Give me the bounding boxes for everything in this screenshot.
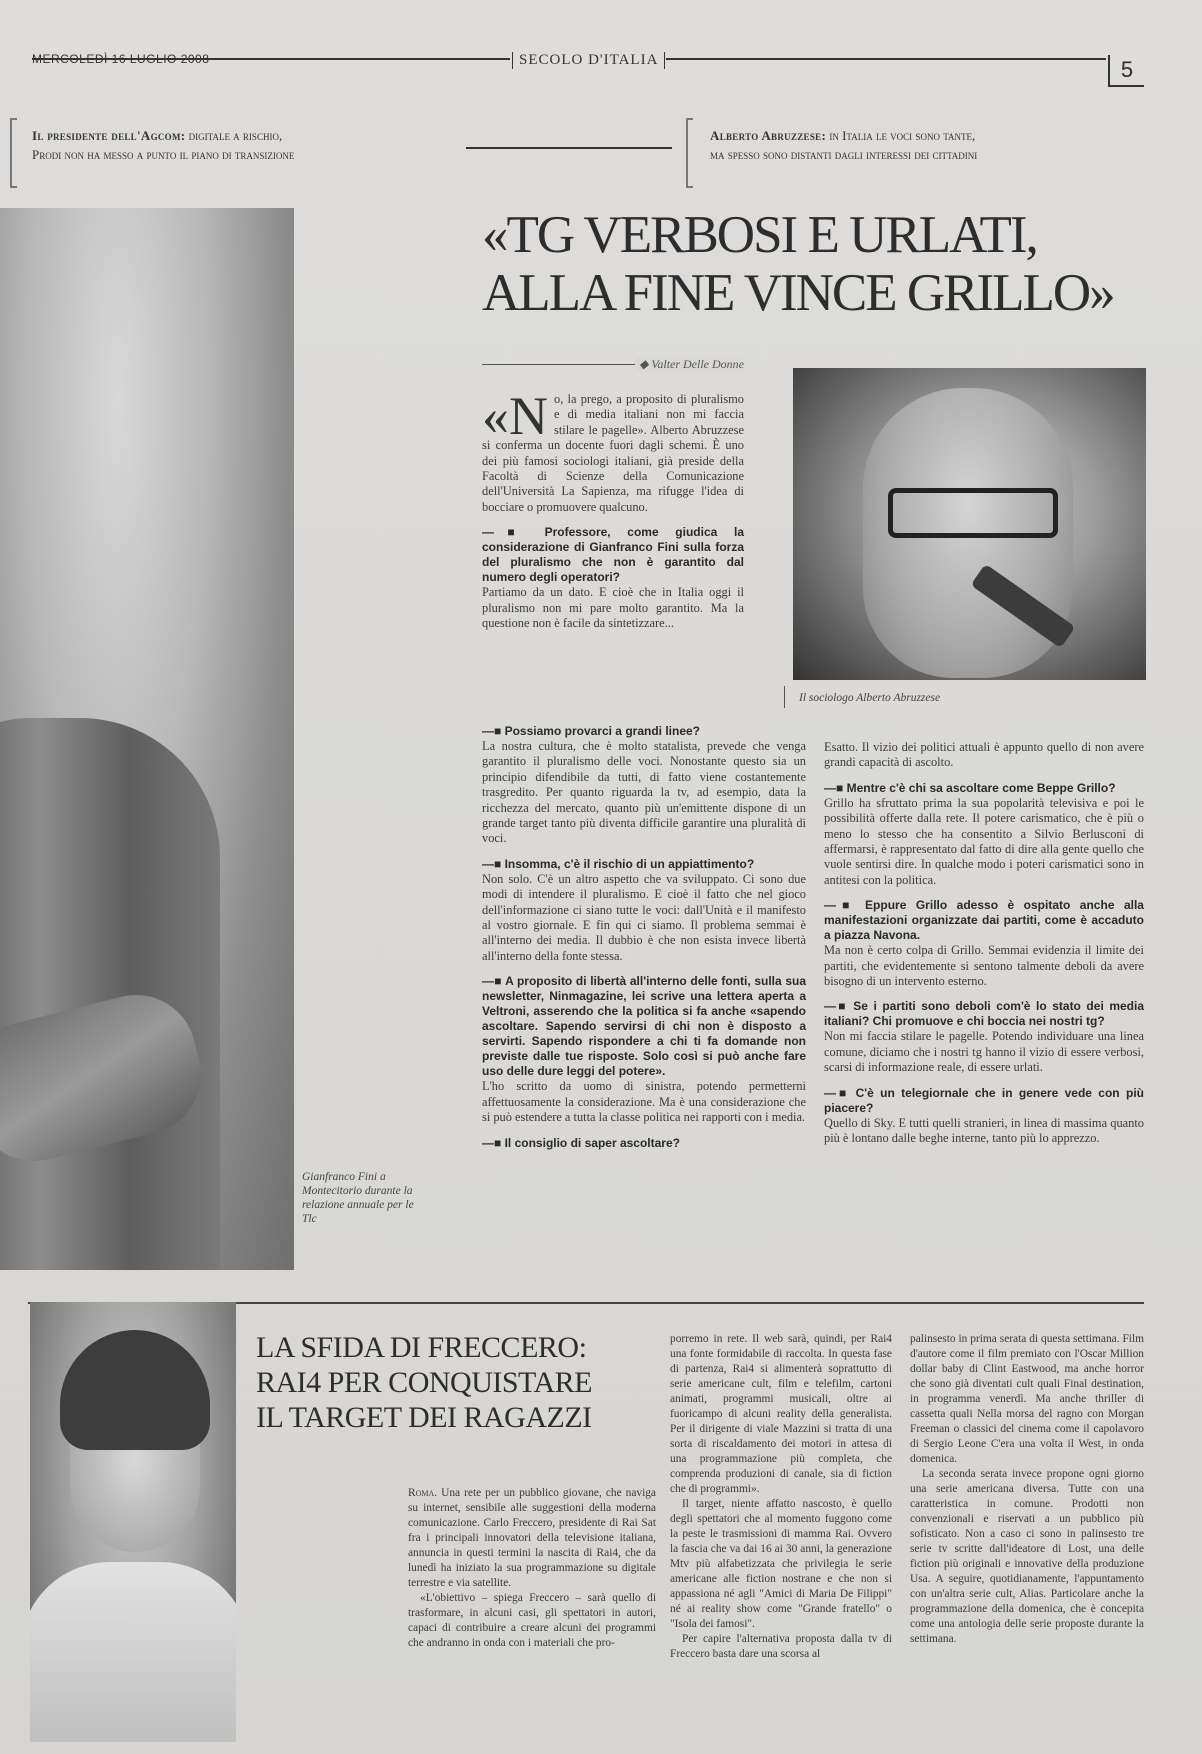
answer-7: Ma non è certo colpa di Grillo. Semmai evidenzia il limite dei partiti, che evidentemente si sentono talmente deboli da avere bisogno di un intervento esterno. [824, 943, 1144, 989]
second-headline-line3: IL TARGET DEI RAGAZZI [256, 1401, 592, 1434]
masthead-rule-right [666, 58, 1106, 60]
second-c1-p2: «L'obiettivo – spiega Freccero – sarà quello di trasformare, in alcuni casi, gli spettatori in autori, capaci di contribuire a creare alcuni dei programmi che andranno in onda con i materiali che pro- [408, 1592, 656, 1649]
kicker-separator [466, 147, 672, 149]
question-1: —■ Professore, come giudica la considerazione di Gianfranco Fini sulla forza del pluralismo che non è garantito dal numero degli operatori? [482, 525, 744, 585]
article-column-3 [824, 740, 1144, 1147]
kicker-bracket-right [686, 118, 693, 188]
photo-glasses-shape [888, 488, 1058, 538]
second-headline-line2: RAI4 PER CONQUISTARE [256, 1366, 592, 1399]
left-photo-caption: Gianfranco Fini a Montecitorio durante la relazione annuale per le Tlc [302, 1171, 414, 1225]
photo-hair-shape [60, 1330, 210, 1450]
kicker-bracket-left [10, 118, 17, 188]
answer-2: La nostra cultura, che è molto statalista, prevede che venga garantito il pluralismo delle voci. Nonostante questo sia un principio difendibile da tutti, di fatto viene costantemente trasgredito. Per quanto riguarda la tv, ad esempio, data la ricchezza del mercato, quanto più un'emittente dispone di un grande target tanto più diventa difficile garantire una pluralità di voci. [482, 739, 806, 846]
second-c3-p1: palinsesto in prima serata di questa settimana. Film d'autore come il film premiato con l'Oscar Million dollar baby di Clint Eastwood, ma anche horror che sono già diventati cult quali Final destination, in programma venerdì. Ma anche thriller di cassetta quali Nella morsa del ragno con Morgan Freeman o classici del cinema come il capolavoro di Sergio Leone C'era una volta il West, in onda domenica. [910, 1333, 1144, 1465]
question-3: —■ Insomma, c'è il rischio di un appiattimento? [482, 857, 806, 872]
intro-text: o, la prego, a proposito di pluralismo e di media italiani non mi faccia stilare le pagelle». Alberto Abruzzese si conferma un docente fuori dagli schemi. È uno dei più famosi sociologi italiani, già preside della Facoltà di Scienze della Comunicazione dell'Università La Sapienza, ma rifugge l'idea di bocciare o promuovere qualcuno. [482, 392, 744, 514]
question-8: —■ Se i partiti sono deboli com'è lo stato dei media italiani? Chi promuove e chi boccia nei nostri tg? [824, 999, 1144, 1029]
second-column-2 [670, 1332, 892, 1662]
dateline: Roma. [408, 1487, 438, 1499]
issue-date: MERCOLEDÌ 16 LUGLIO 2008 [32, 52, 210, 66]
second-c1-p1-text: Una rete per un pubblico giovane, che naviga su internet, sensibile alle suggestioni della moderna comunicazione. Carlo Freccero, presidente di Rai Sat fra i principali innovatori della televisione italiana, annuncia in questi termini la nascita di Rai4, che da lunedì ha iniziato la sua programmazione su digitale terrestre e via satellite. [408, 1487, 656, 1589]
kicker-right [710, 126, 1150, 164]
question-6: —■ Mentre c'è chi sa ascoltare come Beppe Grillo? [824, 781, 1144, 796]
second-c3-p2: La seconda serata invece propone ogni giorno una serie americana diversa. Tutte con una caratteristica in comune. Prodotti non convenzionali e riservati a un pubblico più sofisticato. Non a caso ci sono in palinsesto tre serie tv scritte dall'ideatore di Lost, una delle fiction più originali e innovative della produzione Usa. A seguire, quotidianamente, l'appuntamento con un'altra serie cult, Alias. Particolare anche la programmazione della domenica, che è concepita come una antologia delle serie proposte durante la settimana. [910, 1468, 1144, 1645]
photo-alberto-abruzzese [793, 368, 1146, 680]
newspaper-name: SECOLO D'ITALIA [512, 52, 665, 69]
article-column-1 [482, 386, 744, 631]
question-9: —■ C'è un telegiornale che in genere vede con più piacere? [824, 1086, 1144, 1116]
byline-author: ◆ Valter Delle Donne [635, 357, 744, 371]
main-headline [482, 206, 1162, 322]
kicker-right-text: in Italia le voci sono tante, [829, 128, 976, 143]
kicker-left-line2: Prodi non ha messo a punto il piano di transizione [32, 147, 295, 162]
question-4: —■ A proposito di libertà all'interno delle fonti, sulla sua newsletter, Ninmagazine, lei scrive una lettera aperta a Veltroni, asserendo che la politica si fa anche «sapendo ascoltare. Sapendo servirsi di chi non è disposto a servirti. Sapendo rispondere a chi ti fa domande non previste dalle tue risposte. Solo così si può anche fare uso delle dure leggi del potere». [482, 974, 806, 1079]
answer-4: L'ho scritto da uomo di sinistra, potendo permetterni affettuosamente la considerazione. Ma è una considerazione che si può estendere a tutta la classe politica nei rapporti con i media. [482, 1079, 806, 1125]
photo-figure-shape [0, 718, 220, 1270]
second-c2-p1: porremo in rete. Il web sarà, quindi, per Rai4 una fonte formidabile di raccolta. In questa fase di partenza, Rai4 si alimenterà soprattutto di serie americane cult, film e telefilm, cartoni animati, programmi musicali, oltre ai fuoricampo di alcuni reality della generalista. Per il dirigente di viale Mazzini si tratta di una sorta di riscaldamento dei motori in attesa di una programmazione più completa, che comprenda produzioni di canale, sia di fiction che di programmi». [670, 1333, 892, 1495]
second-column-1 [408, 1486, 656, 1651]
question-2: —■ Possiamo provarci a grandi linee? [482, 724, 806, 739]
second-headline [256, 1330, 656, 1435]
second-c1-p1 [408, 1486, 656, 1591]
answer-5: Esatto. Il vizio dei politici attuali è appunto quello di non avere grandi capacità di ascolto. [824, 740, 1144, 770]
second-headline-line1: LA SFIDA DI FRECCERO: [256, 1331, 587, 1364]
answer-6: Grillo ha sfruttato prima la sua popolarità televisiva e poi le possibilità offerte dalla rete. Il potere carismatico, che è più o meno lo stesso che ha consentito a Silvio Berlusconi di affermarsi, è rappresentato dal fatto di dire alla gente quello che vuole sentirsi dire. In qualche modo i poteri carismatici sono in antitesi con la politica. [824, 795, 1144, 887]
answer-8: Non mi faccia stilare le pagelle. Potendo individuare una linea comune, diciamo che i nostri tg hanno il vizio di essere verbosi, scarsi di informazione reale, di essere urlati. [824, 1029, 1144, 1075]
kicker-right-line2: ma spesso sono distanti dagli interessi dei cittadini [710, 147, 978, 162]
question-5: —■ Il consiglio di saper ascoltare? [482, 1136, 806, 1151]
second-column-3 [910, 1332, 1144, 1647]
article-column-2 [482, 716, 806, 1151]
photo-body-shape [30, 1562, 236, 1742]
kicker-left-text: digitale a rischio, [188, 128, 283, 143]
byline [482, 357, 744, 371]
answer-1: Partiamo da un dato. E cioè che in Italia oggi il pluralismo non mi pare molto garantito. Ma la questione non è facile da sintetizzare... [482, 585, 744, 631]
second-c2-p2: Il target, niente affatto nascosto, è quello degli spettatori che al momento fuggono come la peste le trasmissioni di mamma Rai. Ovvero la fascia che va dai 16 ai 30 anni, la generazione Mtv più alfabetizzata che privilegia le serie americane alle fiction nostrane e che non si appassiona né agli "Amici di Maria De Filippi" né ai reality show come "Grande fratello" o "Isola dei famosi". [670, 1498, 892, 1630]
main-headline-line1: «TG VERBOSI E URLATI, [482, 206, 1037, 264]
main-headline-line2: ALLA FINE VINCE GRILLO» [482, 264, 1114, 322]
intro-paragraph [482, 386, 744, 515]
answer-9: Quello di Sky. E tutti quelli stranieri, in linea di massima quanto più è lontano dalle beghe interne, tanto più lo apprezzo. [824, 1115, 1144, 1146]
kicker-left [32, 126, 452, 164]
second-c2-p3: Per capire l'alternativa proposta dalla tv di Freccero basta dare una scorsa al [670, 1633, 892, 1660]
right-photo-caption: Il sociologo Alberto Abruzzese [784, 686, 1099, 708]
kicker-right-title: Alberto Abruzzese: [710, 128, 827, 143]
answer-3: Non solo. C'è un altro aspetto che va sviluppato. Ci sono due modi di intendere il pluralismo. E cioè il fatto che nel gioco dell'informazione ci siano tutte le voci: dall'Unità e il manifesto al vostro giornale. E fin qui ci siamo. Il problema semmai è all'interno dei media. Il dubbio è che non esista invece libertà all'interno della fonte stessa. [482, 871, 806, 963]
photo-carlo-freccero [30, 1302, 236, 1742]
question-7: —■ Eppure Grillo adesso è ospitato anche alla manifestazioni organizzate dai partiti, come è accaduto a piazza Navona. [824, 898, 1144, 943]
kicker-left-title: Il presidente dell'Agcom: [32, 128, 186, 143]
page-number: 5 [1108, 55, 1144, 87]
dropcap: «N [482, 386, 548, 446]
photo-gianfranco-fini [0, 208, 294, 1270]
